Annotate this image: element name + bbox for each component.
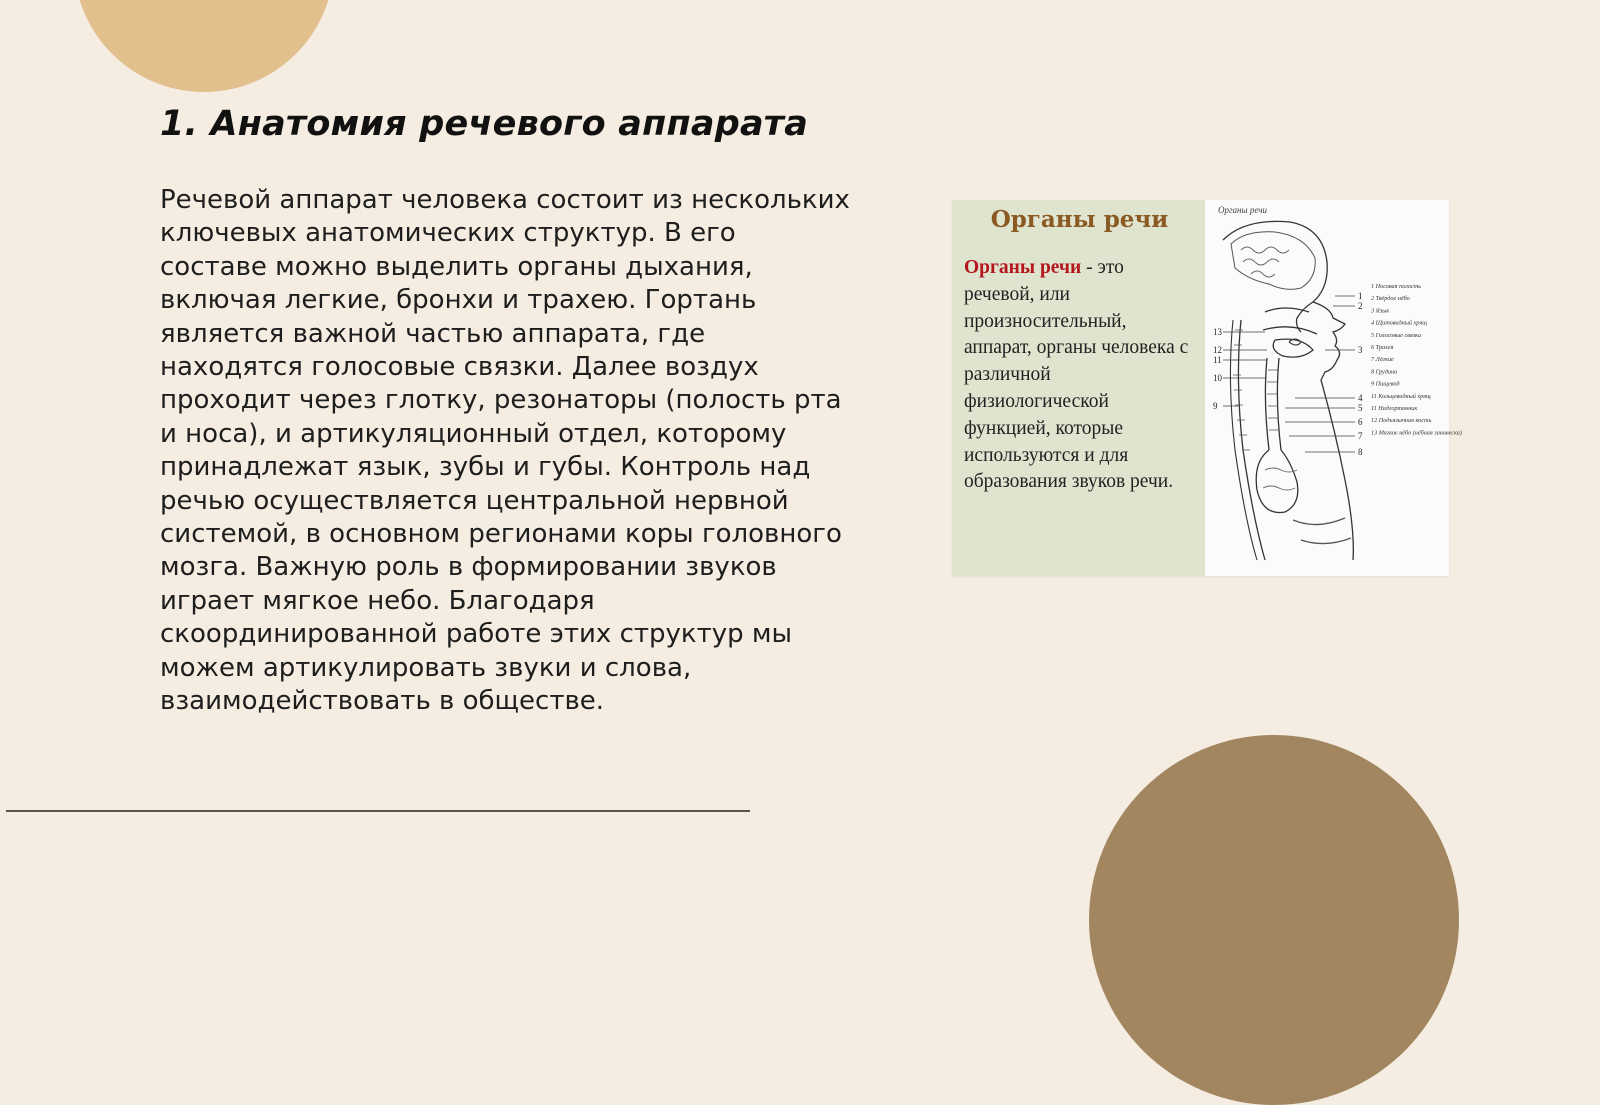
diagram-number-right: 7 (1358, 431, 1363, 441)
lung (1256, 450, 1298, 513)
diagram-number-right: 6 (1358, 417, 1363, 427)
figure-text-panel (952, 200, 1205, 576)
trachea (1265, 358, 1281, 450)
diagram-number-right: 2 (1358, 301, 1363, 311)
diagram-legend-item: 11 Кольцевидный хрящ (1371, 392, 1431, 400)
decorative-circle-top (74, 0, 334, 92)
figure-definition (964, 255, 1195, 496)
brain-folds (1231, 232, 1315, 290)
diagram-caption: Органы речи (1218, 205, 1267, 215)
diagram-legend-item: 9 Пищевод (1371, 380, 1400, 388)
diagram-number-left: 10 (1213, 373, 1222, 383)
diagram-legend-item: 11 Надгортанник (1371, 405, 1418, 412)
diagram-number-right: 3 (1358, 345, 1363, 355)
oral-cavity (1263, 308, 1317, 357)
chest-outline (1321, 380, 1353, 560)
diagram-legend-item: 1 Носовая полость (1371, 283, 1421, 290)
figure-definition-text: - это речевой, или произносительный, аппарат, органы человека с различной физиологической функцией, которые используются и для образования звуков речи. (964, 257, 1189, 493)
diagram-legend-item: 12 Подъязычная кость (1371, 417, 1432, 425)
diagram-number-left: 13 (1213, 327, 1222, 337)
diagram-legend-item: 4 Щитовидный хрящ (1371, 319, 1427, 327)
diagram-legend-item: 2 Твёрдое нёбо (1371, 295, 1410, 303)
figure-title: Органы речи (990, 206, 1169, 233)
diagram-number-right: 8 (1358, 447, 1363, 457)
diagram-legend-item: 8 Грудина (1371, 368, 1398, 376)
diagram-legend-item: 6 Трахея (1371, 344, 1394, 351)
anatomy-diagram-panel (1205, 200, 1462, 576)
diagram-legend-item: 13 Мягкое нёбо (нёбная занавеска) (1371, 429, 1462, 437)
diagram-legend-item: 3 Язык (1371, 307, 1390, 315)
diagram-legend-item: 5 Голосовые связки (1371, 331, 1422, 339)
diagram-number-right: 4 (1358, 393, 1363, 403)
face-profile (1313, 302, 1345, 380)
diagram-number-left: 12 (1213, 345, 1222, 355)
diagram-legend-item: 7 Лёгкие (1371, 356, 1394, 364)
diagram-number-right: 1 (1358, 291, 1363, 301)
divider-line (6, 810, 750, 812)
diagram-number-left: 9 (1213, 401, 1218, 411)
spine (1230, 320, 1257, 560)
speech-organs-figure (952, 200, 1462, 576)
decorative-circle-bottom (1089, 735, 1459, 1105)
slide-title: 1. Анатомия речевого аппарата (160, 104, 809, 144)
anatomy-diagram (1205, 200, 1462, 576)
figure-term: Органы речи (964, 257, 1082, 278)
diagram-number-right: 5 (1358, 403, 1363, 413)
diagram-number-left: 11 (1213, 355, 1222, 365)
slide-body-text: Речевой аппарат человека состоит из нескольких ключевых анатомических структур. В его составе можно выделить органы дыхания, включая легкие, бронхи и трахею. Гортань является важной частью аппарата, где находятся голосовые связки. Далее воздух проходит через глотку, резонаторы (полость рта и носа), и артикуляционный отдел, которому принадлежат язык, зубы и губы. Контроль над речью осуществляется центральной нервной системой, в основном регионами коры головного мозга. Важную роль в формировании звуков играет мягкое небо. Благодаря скоординированной работе этих структур мы можем артикулировать звуки и слова, взаимодействовать в обществе. (160, 185, 850, 717)
